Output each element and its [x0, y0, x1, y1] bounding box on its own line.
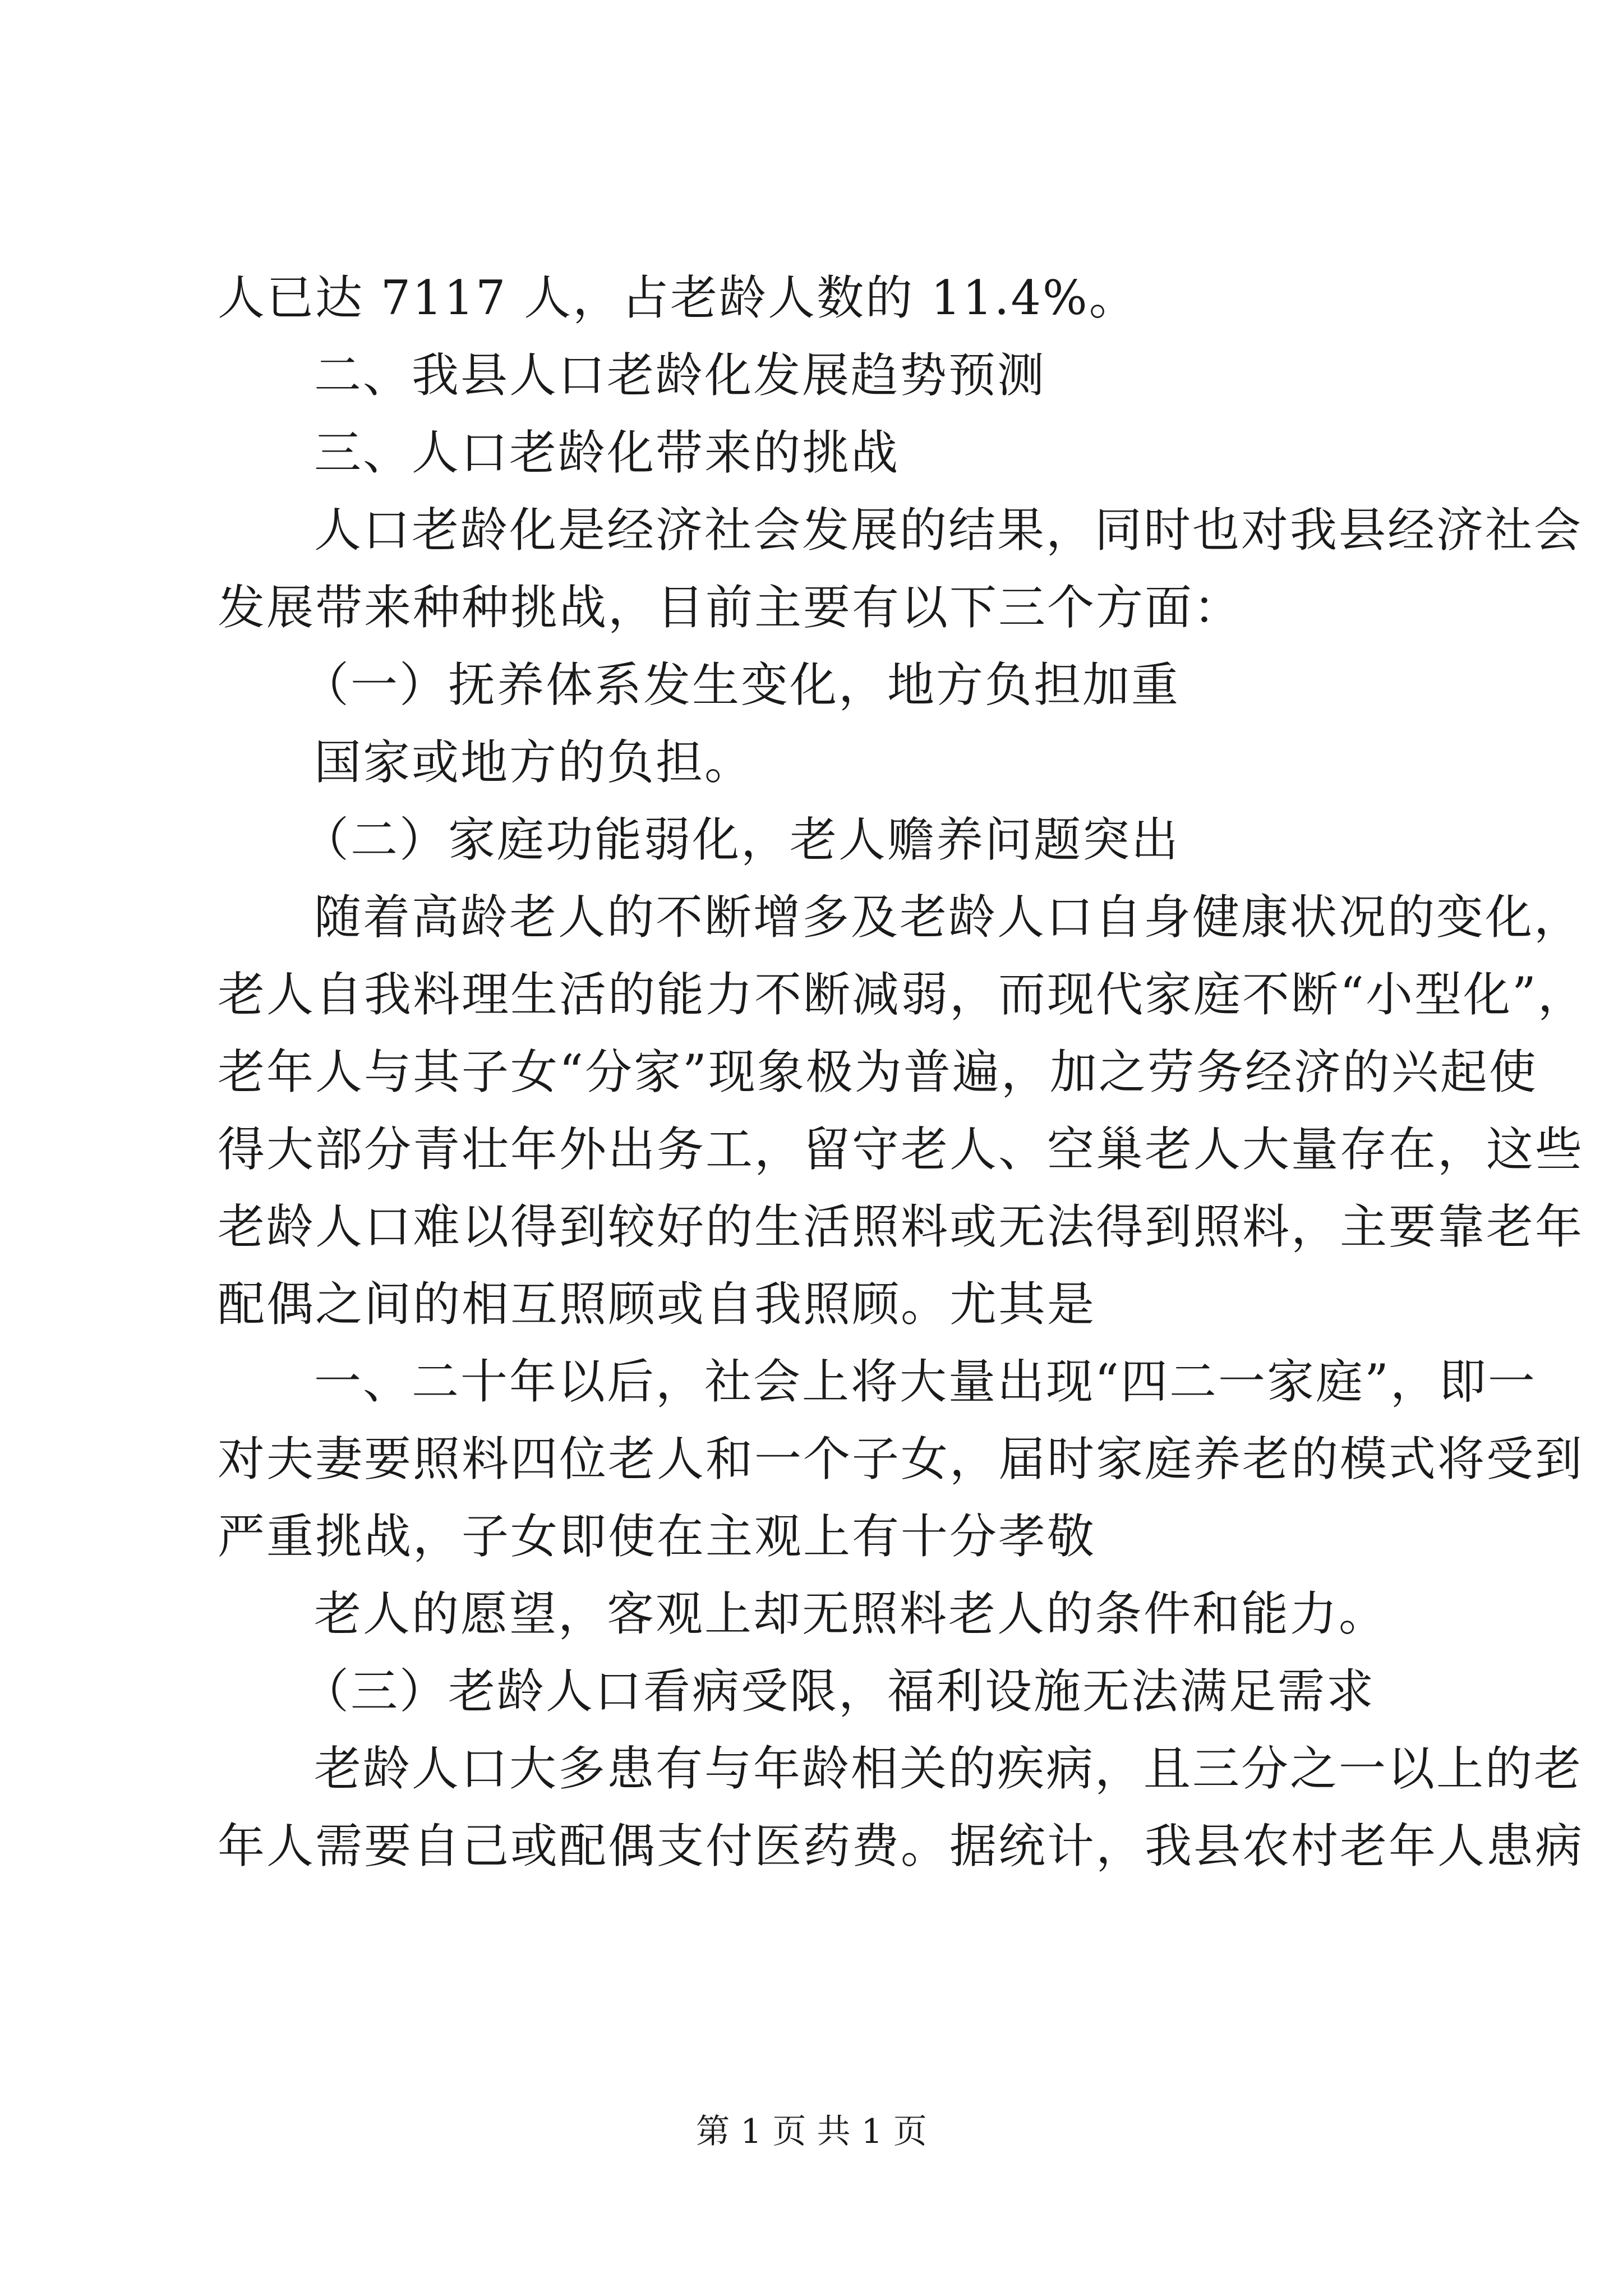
text-line: 得大部分青壮年外出务工，留守老人、空巢老人大量存在，这些: [218, 1122, 1584, 1177]
text-line: 严重挑战，子女即使在主观上有十分孝敬: [218, 1509, 1096, 1564]
text-line: 人已达 7117 人，占老龄人数的 11.4%。: [218, 270, 1138, 325]
page-footer: 第 1 页 共 1 页: [696, 2112, 927, 2151]
subsection-heading: （三）老龄人口看病受限，福利设施无法满足需求: [302, 1664, 1376, 1719]
text-line: 老龄人口大多患有与年龄相关的疾病，且三分之一以上的老: [314, 1741, 1583, 1796]
subsection-heading: （二）家庭功能弱化，老人赡养问题突出: [302, 812, 1181, 867]
text-line: 老人的愿望，客观上却无照料老人的条件和能力。: [314, 1586, 1388, 1641]
document-body: [218, 259, 1587, 1885]
text-line: 配偶之间的相互照顾或自我照顾。尤其是: [218, 1277, 1096, 1332]
text-line: 老龄人口难以得到较好的生活照料或无法得到照料，主要靠老年: [218, 1199, 1584, 1254]
subsection-heading: （一）抚养体系发生变化，地方负担加重: [302, 657, 1181, 712]
text-line: 年人需要自己或配偶支付医药费。据统计，我县农村老年人患病: [218, 1819, 1584, 1874]
text-line: 人口老龄化是经济社会发展的结果，同时也对我县经济社会: [314, 503, 1583, 558]
section-heading: 二、我县人口老龄化发展趋势预测: [314, 348, 1046, 403]
text-line: 对夫妻要照料四位老人和一个子女，届时家庭养老的模式将受到: [218, 1432, 1584, 1487]
section-heading: 三、人口老龄化带来的挑战: [314, 425, 900, 480]
text-line: 国家或地方的负担。: [314, 735, 754, 790]
text-line: 一、二十年以后，社会上将大量出现“四二一家庭”，即一: [314, 1354, 1537, 1409]
text-line: 老年人与其子女“分家”现象极为普遍，加之劳务经济的兴起使: [218, 1045, 1538, 1099]
text-line: 老人自我料理生活的能力不断减弱，而现代家庭不断“小型化”，: [218, 967, 1587, 1022]
text-line: 发展带来种种挑战，目前主要有以下三个方面：: [218, 580, 1243, 635]
text-line: 随着高龄老人的不断增多及老龄人口自身健康状况的变化，: [314, 890, 1583, 945]
